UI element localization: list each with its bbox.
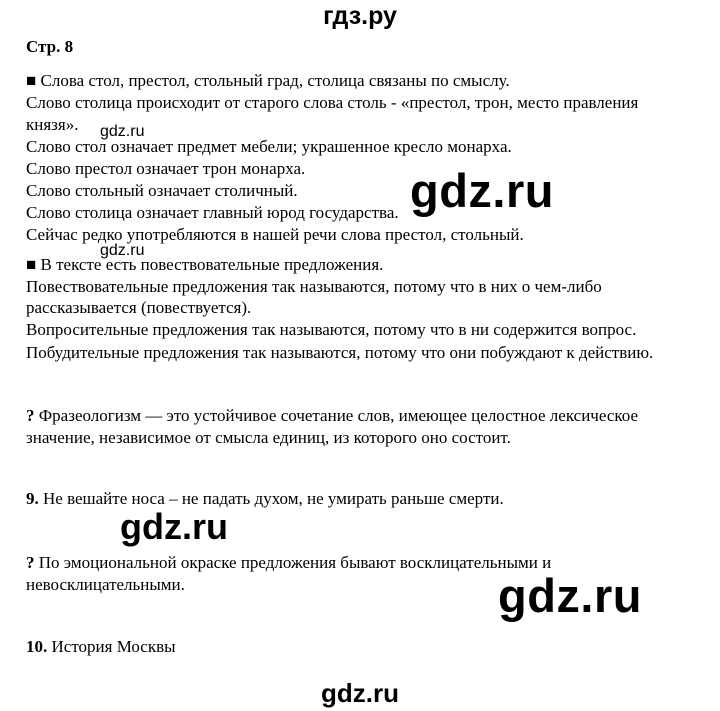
- text-line: Побудительные предложения так называются, потому что они побуждают к действию.: [26, 343, 654, 362]
- text-line: Повествовательные предложения так называются, потому что в них о чем-либо: [26, 277, 602, 296]
- exercise-text: Не вешайте носа – не падать духом, не умирать раньше смерти.: [38, 489, 504, 508]
- question-line: значение, независимое от смысла единиц, из которого оно состоит.: [26, 428, 511, 447]
- text-line: Слово стольный означает столичный.: [26, 181, 298, 200]
- exercise-text: История Москвы: [47, 637, 176, 656]
- watermark: gdz.ru: [100, 123, 145, 140]
- question-marker: ?: [26, 553, 35, 572]
- question-text: Фразеологизм — это устойчивое сочетание слов, имеющее целостное лексическое: [34, 406, 639, 425]
- question-text: По эмоциональной окраске предложения бывают восклицательными и: [34, 553, 552, 572]
- exercise-number: 10.: [26, 637, 48, 656]
- question-line: [26, 405, 638, 427]
- text-line: Слово столица означает главный юрод государства.: [26, 203, 399, 222]
- footer-watermark: gdz.ru: [321, 678, 399, 708]
- text-line: ■ Слова стол, престол, стольный град, столица связаны по смыслу.: [26, 71, 510, 90]
- text-line: Слово престол означает трон монарха.: [26, 159, 306, 178]
- text-line: Слово столица происходит от старого слова столь - «престол, трон, место правления: [26, 93, 639, 112]
- watermark: gdz.ru: [498, 569, 642, 622]
- site-logo: гдз.ру: [323, 2, 397, 30]
- page-number: Стр. 8: [26, 37, 74, 56]
- question-line: невосклицательными.: [26, 575, 185, 594]
- text-line: князя».: [26, 115, 79, 134]
- watermark: gdz.ru: [120, 506, 228, 547]
- text-line: рассказывается (повествуется).: [26, 298, 252, 317]
- exercise-number: 9.: [26, 489, 39, 508]
- text-line: Слово стол означает предмет мебели; украшенное кресло монарха.: [26, 137, 512, 156]
- watermark: gdz.ru: [410, 164, 554, 217]
- question-line: [26, 552, 551, 574]
- text-line: Сейчас редко употребляются в нашей речи слова престол, стольный.: [26, 225, 524, 244]
- text-line: ■ В тексте есть повествовательные предложения.: [26, 255, 384, 274]
- question-marker: ?: [26, 406, 35, 425]
- exercise-9: [26, 488, 504, 510]
- exercise-10: [26, 636, 176, 658]
- watermark: gdz.ru: [100, 242, 145, 259]
- text-line: Вопросительные предложения так называются, потому что в ни содержится вопрос.: [26, 320, 637, 339]
